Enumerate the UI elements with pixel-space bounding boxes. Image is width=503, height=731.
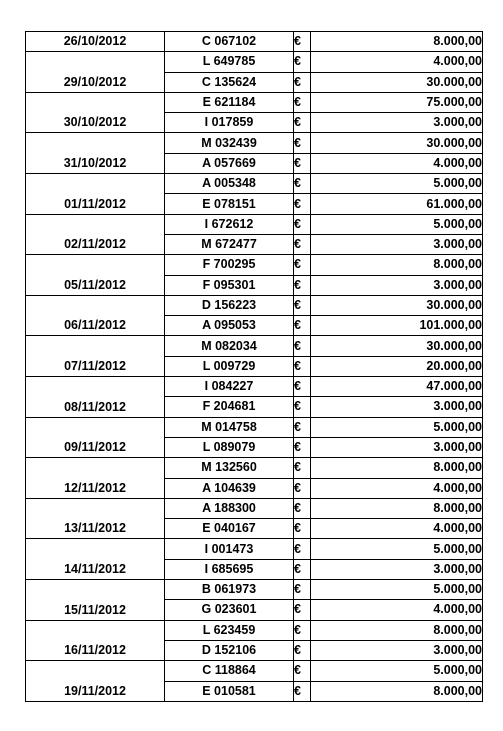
reference-code-cell: M 032439	[165, 133, 294, 153]
date-cell: 15/11/2012	[26, 580, 165, 621]
date-cell: 02/11/2012	[26, 214, 165, 255]
amount-cell: 8.000,00	[311, 32, 483, 52]
currency-cell: €	[294, 32, 311, 52]
reference-code-cell: C 067102	[165, 32, 294, 52]
amount-cell: 30.000,00	[311, 72, 483, 92]
currency-cell: €	[294, 174, 311, 194]
reference-code-cell: D 152106	[165, 640, 294, 660]
table-row	[26, 458, 483, 478]
table-row	[26, 214, 483, 234]
reference-code-cell: G 023601	[165, 600, 294, 620]
currency-cell: €	[294, 437, 311, 457]
amount-cell: 20.000,00	[311, 356, 483, 376]
reference-code-cell: M 014758	[165, 417, 294, 437]
table-row	[26, 295, 483, 315]
reference-code-cell: A 188300	[165, 498, 294, 518]
reference-code-cell: A 104639	[165, 478, 294, 498]
currency-cell: €	[294, 234, 311, 254]
reference-code-cell: B 061973	[165, 580, 294, 600]
table-row	[26, 580, 483, 600]
amount-cell: 30.000,00	[311, 133, 483, 153]
ledger-table	[25, 31, 483, 702]
ledger-body	[26, 32, 483, 702]
currency-cell: €	[294, 72, 311, 92]
amount-cell: 8.000,00	[311, 681, 483, 701]
date-cell: 29/10/2012	[26, 52, 165, 93]
currency-cell: €	[294, 498, 311, 518]
currency-cell: €	[294, 153, 311, 173]
amount-cell: 5.000,00	[311, 539, 483, 559]
amount-cell: 4.000,00	[311, 478, 483, 498]
date-cell: 08/11/2012	[26, 377, 165, 418]
reference-code-cell: C 118864	[165, 661, 294, 681]
table-row	[26, 498, 483, 518]
amount-cell: 4.000,00	[311, 519, 483, 539]
amount-cell: 3.000,00	[311, 234, 483, 254]
date-cell: 12/11/2012	[26, 458, 165, 499]
reference-code-cell: A 057669	[165, 153, 294, 173]
currency-cell: €	[294, 640, 311, 660]
reference-code-cell: I 672612	[165, 214, 294, 234]
amount-cell: 3.000,00	[311, 397, 483, 417]
currency-cell: €	[294, 295, 311, 315]
amount-cell: 5.000,00	[311, 417, 483, 437]
reference-code-cell: L 009729	[165, 356, 294, 376]
currency-cell: €	[294, 620, 311, 640]
date-cell: 16/11/2012	[26, 620, 165, 661]
reference-code-cell: D 156223	[165, 295, 294, 315]
currency-cell: €	[294, 458, 311, 478]
table-row	[26, 133, 483, 153]
reference-code-cell: I 017859	[165, 113, 294, 133]
reference-code-cell: I 084227	[165, 377, 294, 397]
currency-cell: €	[294, 681, 311, 701]
currency-cell: €	[294, 275, 311, 295]
currency-cell: €	[294, 356, 311, 376]
currency-cell: €	[294, 336, 311, 356]
table-row	[26, 52, 483, 72]
reference-code-cell: L 089079	[165, 437, 294, 457]
amount-cell: 61.000,00	[311, 194, 483, 214]
table-row	[26, 417, 483, 437]
reference-code-cell: A 005348	[165, 174, 294, 194]
amount-cell: 3.000,00	[311, 640, 483, 660]
date-cell: 07/11/2012	[26, 336, 165, 377]
reference-code-cell: E 621184	[165, 92, 294, 112]
reference-code-cell: A 095053	[165, 316, 294, 336]
date-cell: 14/11/2012	[26, 539, 165, 580]
date-cell: 06/11/2012	[26, 295, 165, 336]
date-cell: 30/10/2012	[26, 92, 165, 133]
currency-cell: €	[294, 580, 311, 600]
currency-cell: €	[294, 133, 311, 153]
currency-cell: €	[294, 316, 311, 336]
amount-cell: 4.000,00	[311, 52, 483, 72]
currency-cell: €	[294, 113, 311, 133]
currency-cell: €	[294, 194, 311, 214]
table-row	[26, 174, 483, 194]
reference-code-cell: M 082034	[165, 336, 294, 356]
reference-code-cell: F 204681	[165, 397, 294, 417]
currency-cell: €	[294, 417, 311, 437]
amount-cell: 5.000,00	[311, 661, 483, 681]
amount-cell: 8.000,00	[311, 620, 483, 640]
table-row	[26, 336, 483, 356]
currency-cell: €	[294, 478, 311, 498]
amount-cell: 5.000,00	[311, 214, 483, 234]
date-cell: 01/11/2012	[26, 174, 165, 215]
currency-cell: €	[294, 661, 311, 681]
currency-cell: €	[294, 255, 311, 275]
currency-cell: €	[294, 519, 311, 539]
amount-cell: 3.000,00	[311, 113, 483, 133]
amount-cell: 8.000,00	[311, 498, 483, 518]
amount-cell: 47.000,00	[311, 377, 483, 397]
amount-cell: 30.000,00	[311, 295, 483, 315]
amount-cell: 30.000,00	[311, 336, 483, 356]
amount-cell: 3.000,00	[311, 275, 483, 295]
table-row	[26, 661, 483, 681]
amount-cell: 8.000,00	[311, 255, 483, 275]
table-row	[26, 255, 483, 275]
date-cell: 19/11/2012	[26, 661, 165, 702]
amount-cell: 3.000,00	[311, 437, 483, 457]
currency-cell: €	[294, 397, 311, 417]
reference-code-cell: C 135624	[165, 72, 294, 92]
reference-code-cell: E 078151	[165, 194, 294, 214]
amount-cell: 3.000,00	[311, 559, 483, 579]
date-cell: 26/10/2012	[26, 32, 165, 52]
reference-code-cell: I 685695	[165, 559, 294, 579]
currency-cell: €	[294, 539, 311, 559]
reference-code-cell: F 095301	[165, 275, 294, 295]
table-row	[26, 620, 483, 640]
reference-code-cell: I 001473	[165, 539, 294, 559]
amount-cell: 5.000,00	[311, 174, 483, 194]
reference-code-cell: F 700295	[165, 255, 294, 275]
currency-cell: €	[294, 600, 311, 620]
reference-code-cell: E 010581	[165, 681, 294, 701]
date-cell: 13/11/2012	[26, 498, 165, 539]
date-cell: 31/10/2012	[26, 133, 165, 174]
amount-cell: 8.000,00	[311, 458, 483, 478]
reference-code-cell: M 132560	[165, 458, 294, 478]
date-cell: 09/11/2012	[26, 417, 165, 458]
currency-cell: €	[294, 214, 311, 234]
table-row	[26, 92, 483, 112]
table-row	[26, 32, 483, 52]
reference-code-cell: E 040167	[165, 519, 294, 539]
amount-cell: 4.000,00	[311, 600, 483, 620]
currency-cell: €	[294, 377, 311, 397]
reference-code-cell: L 623459	[165, 620, 294, 640]
currency-cell: €	[294, 559, 311, 579]
table-row	[26, 539, 483, 559]
date-cell: 05/11/2012	[26, 255, 165, 296]
amount-cell: 75.000,00	[311, 92, 483, 112]
currency-cell: €	[294, 92, 311, 112]
currency-cell: €	[294, 52, 311, 72]
table-row	[26, 377, 483, 397]
reference-code-cell: L 649785	[165, 52, 294, 72]
amount-cell: 4.000,00	[311, 153, 483, 173]
document-page	[25, 31, 483, 702]
amount-cell: 101.000,00	[311, 316, 483, 336]
reference-code-cell: M 672477	[165, 234, 294, 254]
amount-cell: 5.000,00	[311, 580, 483, 600]
